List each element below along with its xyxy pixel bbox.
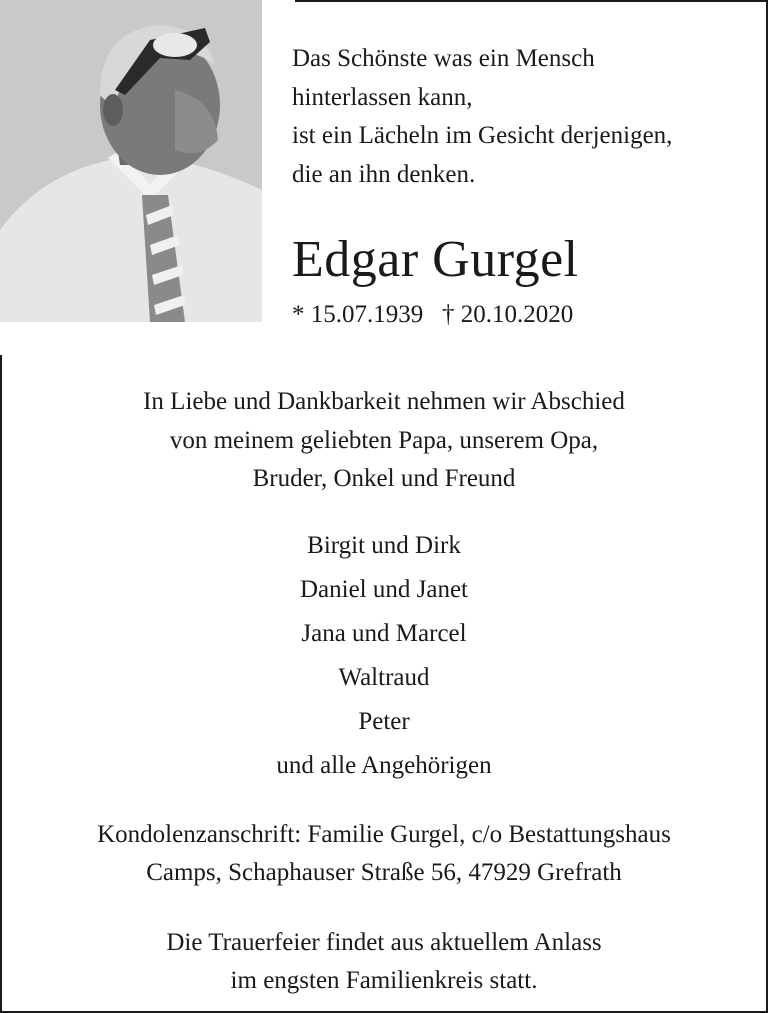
life-dates: * 15.07.1939 † 20.10.2020 (292, 301, 574, 328)
farewell-line: von meinem geliebten Papa, unserem Opa, (169, 426, 599, 454)
mourner: Jana und Marcel (301, 620, 467, 647)
border-top (295, 0, 768, 2)
mourner: Daniel und Janet (299, 576, 468, 603)
farewell-text (0, 383, 768, 499)
mourner: Peter (358, 708, 410, 735)
ceremony-note (0, 924, 768, 1000)
portrait-photo (0, 0, 262, 322)
address-line: Kondolenzanschrift: Familie Gurgel, c/o Bestattungshaus (97, 821, 671, 848)
farewell-line: In Liebe und Dankbarkeit nehmen wir Abschied (143, 388, 625, 415)
quote-line: die an ihn denken. (292, 160, 476, 188)
condolence-address (0, 816, 768, 892)
quote-line: Das Schönste was ein Mensch (292, 45, 595, 72)
deceased-name: Edgar Gurgel (292, 231, 579, 288)
quote-line: hinterlassen kann, (292, 83, 473, 111)
farewell-line: Bruder, Onkel und Freund (252, 465, 516, 492)
memorial-quote (292, 40, 672, 194)
ceremony-line: im engsten Familienkreis statt. (230, 967, 538, 994)
address-line: Camps, Schaphauser Straße 56, 47929 Grefrath (146, 859, 622, 886)
mourner: und alle Angehörigen (276, 752, 492, 779)
mourner: Waltraud (338, 664, 430, 691)
ceremony-line: Die Trauerfeier findet aus aktuellem Anlass (166, 929, 602, 956)
quote-line: ist ein Lächeln im Gesicht derjenigen, (292, 122, 673, 149)
mourners-list (0, 524, 768, 788)
mourner: Birgit und Dirk (307, 532, 461, 559)
